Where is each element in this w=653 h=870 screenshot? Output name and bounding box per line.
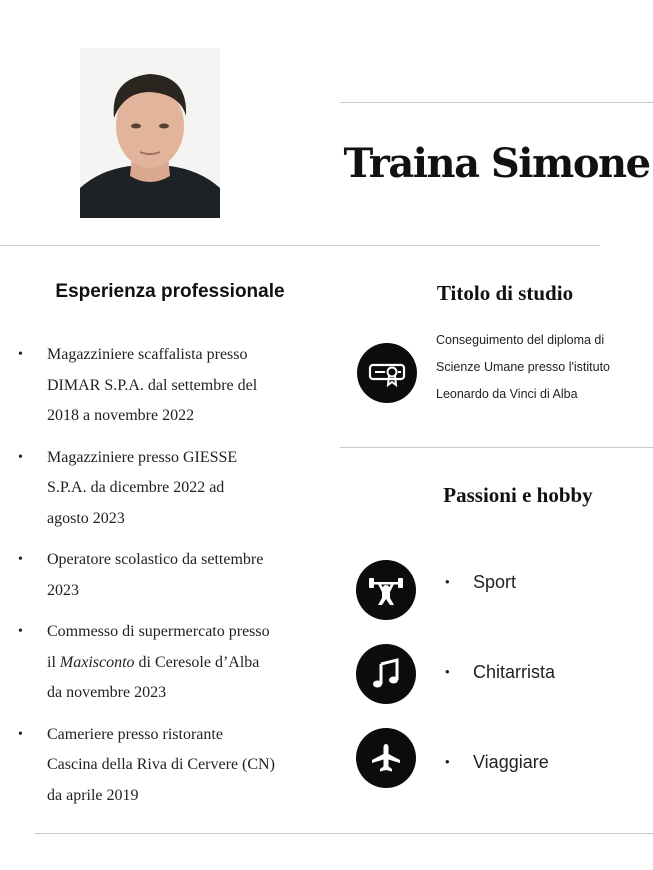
education-heading: Titolo di studio bbox=[436, 281, 574, 305]
education-text: Conseguimento del diploma di Scienze Umane presso l'istituto Leonardo da Vinci di Alba bbox=[436, 333, 610, 401]
list-item: • Magazziniere presso GIESSE S.P.A. da dicembre 2022 ad agosto 2023 bbox=[18, 443, 257, 535]
company-name: Maxisconto bbox=[59, 653, 135, 671]
experience-list bbox=[18, 340, 318, 811]
hobby-chitarrista: • Chitarrista bbox=[445, 662, 556, 682]
list-item: • Operatore scolastico da settembre 2023 bbox=[18, 545, 287, 606]
list-item: • Commesso di supermercato presso il Maxisconto di Ceresole d’Alba da novembre 2023 bbox=[18, 617, 277, 709]
hobby-viaggiare: • Viaggiare bbox=[445, 752, 549, 772]
profile-photo bbox=[80, 48, 220, 218]
footer-rule bbox=[35, 833, 653, 834]
list-item: • Cameriere presso ristorante Cascina della Riva di Cervere (CN) da aprile 2019 bbox=[18, 720, 277, 812]
music-note-icon bbox=[356, 644, 416, 704]
diploma-icon bbox=[357, 343, 417, 403]
header-rule-bottom bbox=[0, 245, 600, 246]
list-item: • Magazziniere scaffalista presso DIMAR S.P.A. dal settembre del 2018 a novembre 2022 bbox=[18, 340, 277, 432]
header-rule-top bbox=[340, 102, 653, 103]
hobbies-heading: Passioni e hobby bbox=[443, 483, 593, 507]
full-name: Traina Simone bbox=[343, 140, 650, 187]
education-rule bbox=[340, 447, 653, 448]
weightlifting-icon bbox=[356, 560, 416, 620]
experience-heading: Esperienza professionale bbox=[55, 281, 285, 302]
airplane-icon bbox=[356, 728, 416, 788]
hobby-sport: • Sport bbox=[445, 572, 517, 592]
